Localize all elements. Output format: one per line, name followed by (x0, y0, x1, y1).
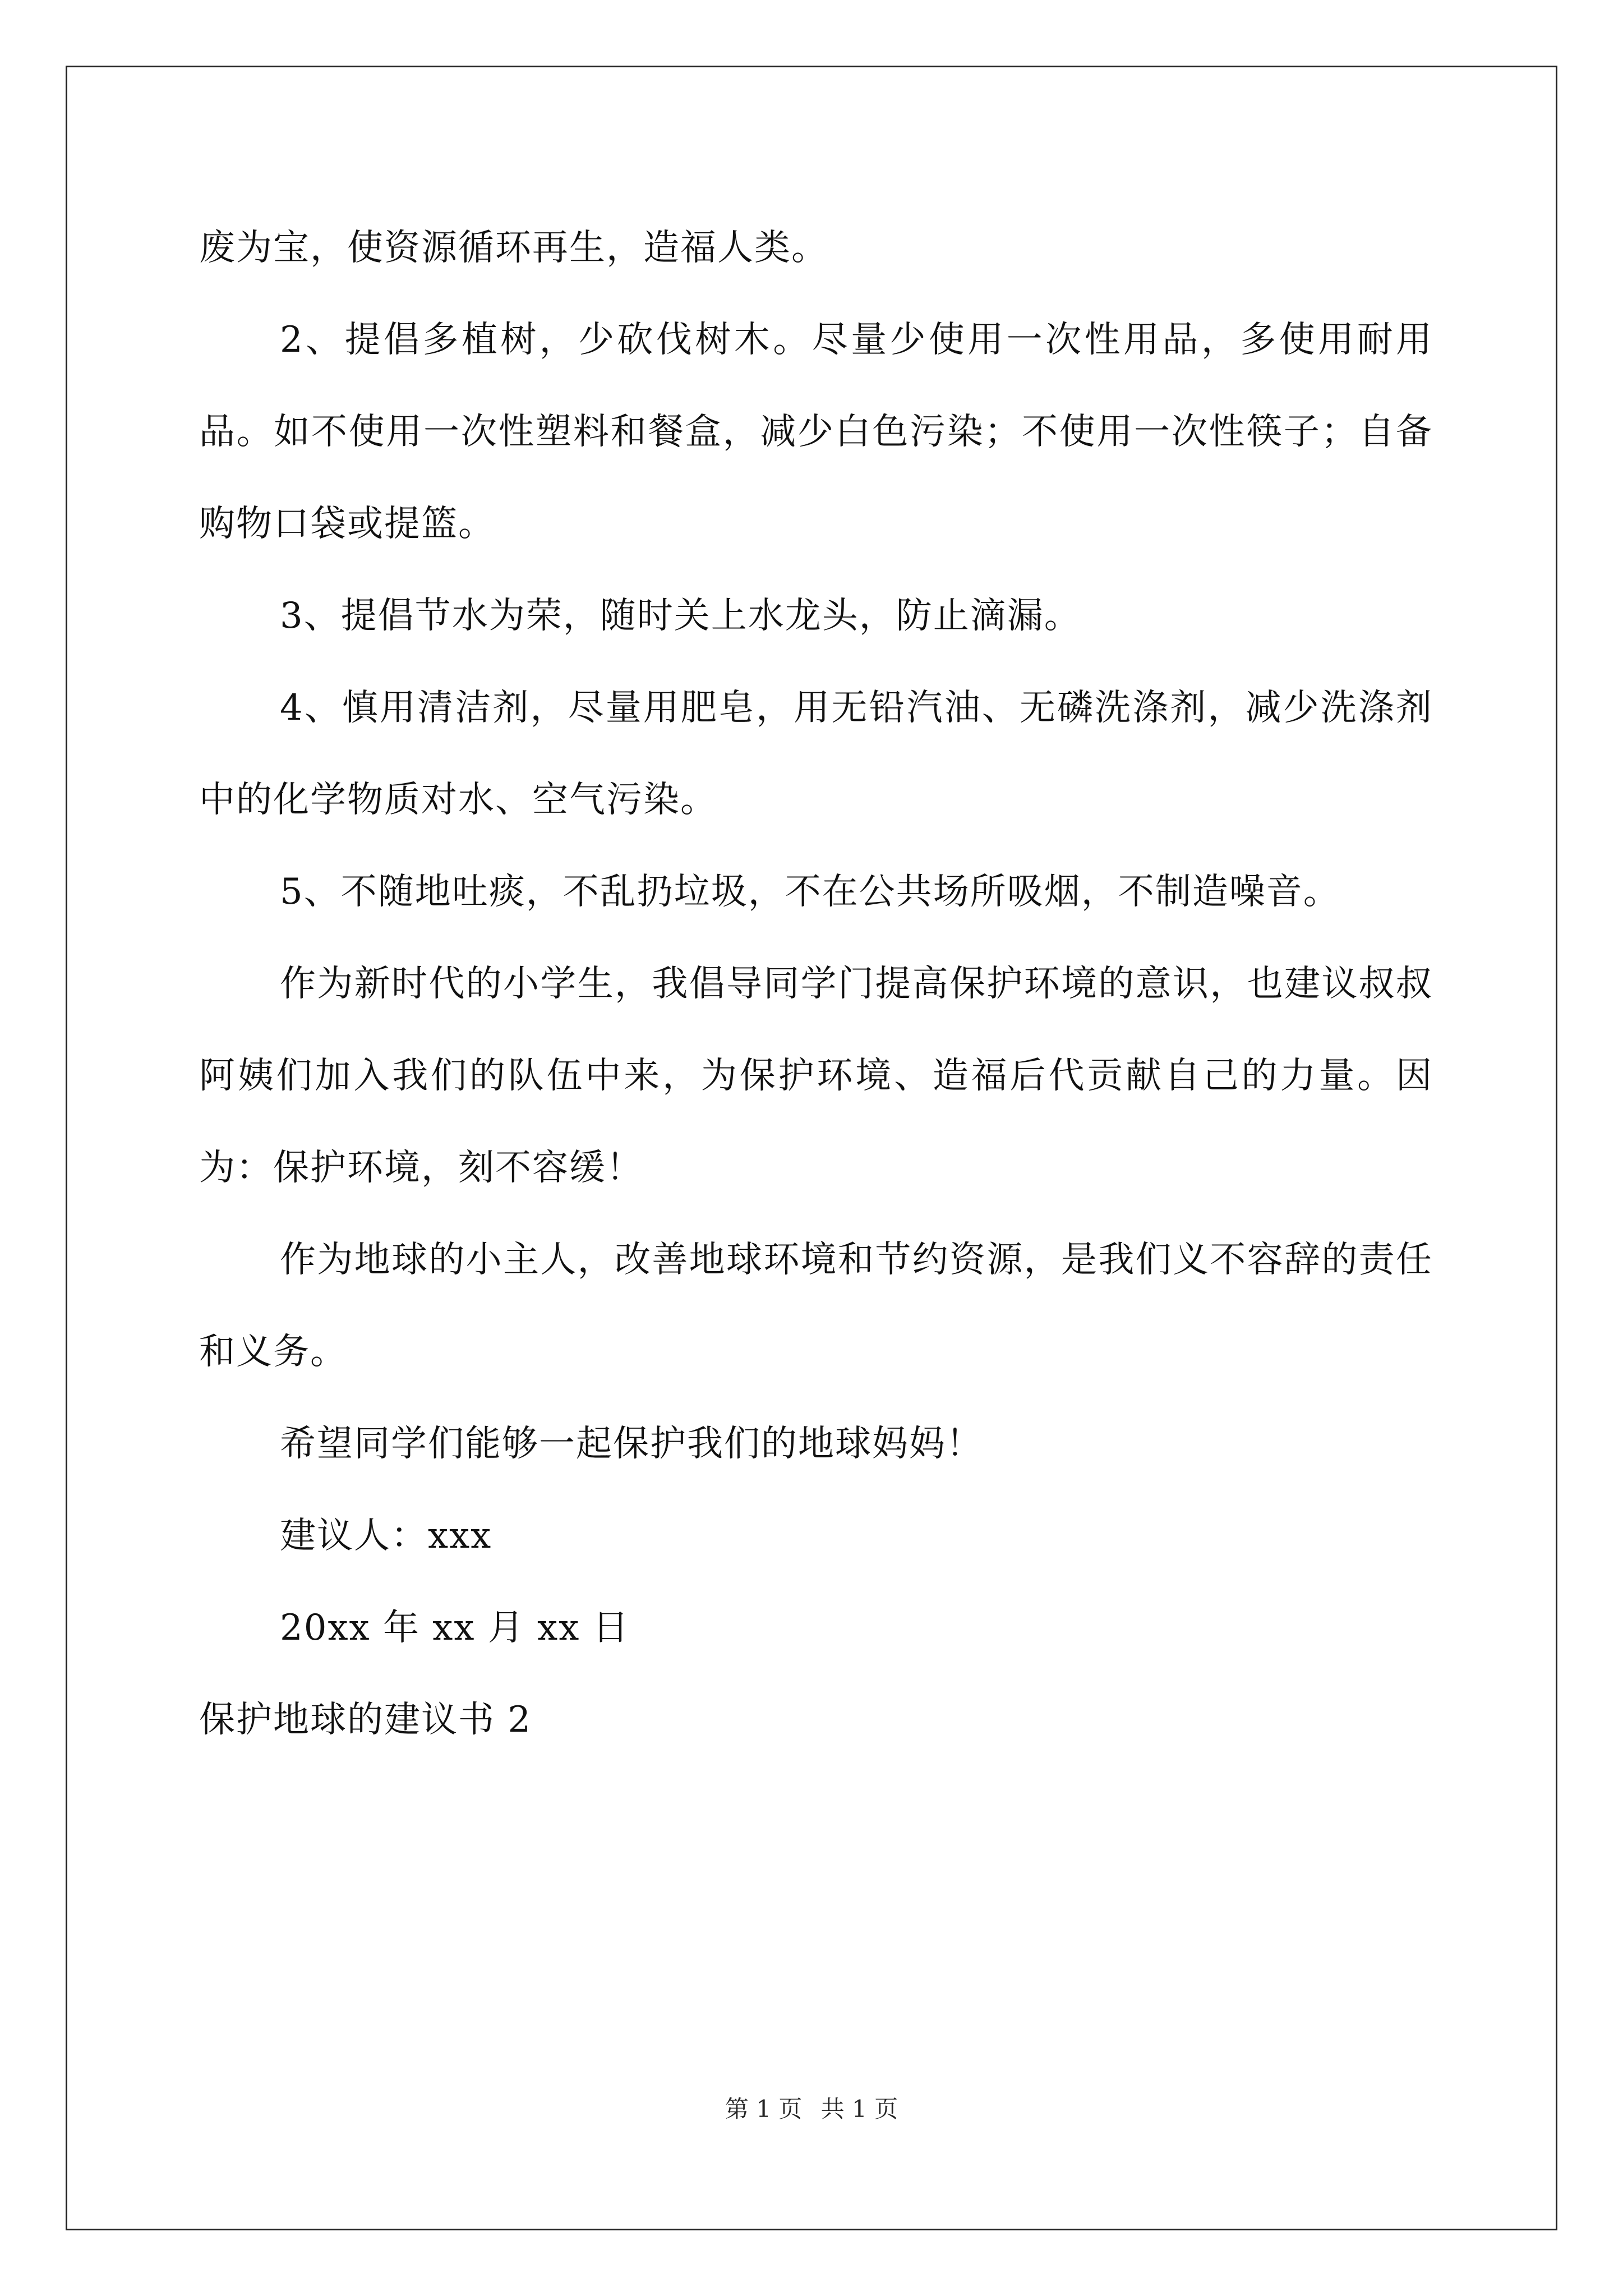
paragraph-continuation: 废为宝，使资源循环再生，造福人类。 (199, 227, 828, 269)
paragraph-item-5: 5、不随地吐痰，不乱扔垃圾，不在公共场所吸烟，不制造噪音。 (280, 871, 1340, 913)
page-total: 共 1 页 (820, 2095, 898, 2123)
document-body (199, 202, 1433, 1766)
page-number: 第 1 页 (725, 2095, 803, 2123)
paragraph-hope: 希望同学们能够一起保护我们的地球妈妈！ (280, 1423, 983, 1465)
page-footer (0, 2092, 1623, 2126)
section-heading: 保护地球的建议书 2 (199, 1699, 532, 1741)
paragraph-item-4: 4、慎用清洁剂，尽量用肥皂，用无铅汽油、无磷洗涤剂，减少洗涤剂中的化学物质对水、空气污染。 (199, 687, 1433, 821)
paragraph-responsibility: 作为地球的小主人，改善地球环境和节约资源，是我们义不容辞的责任和义务。 (199, 1239, 1433, 1373)
date-line: 20xx 年 xx 月 xx 日 (280, 1607, 630, 1649)
paragraph-item-2: 2、提倡多植树，少砍伐树木。尽量少使用一次性用品，多使用耐用品。如不使用一次性塑料和餐盒，减少白色污染；不使用一次性筷子；自备购物口袋或提篮。 (199, 319, 1433, 545)
paragraph-item-3: 3、提倡节水为荣，随时关上水龙头，防止滴漏。 (280, 595, 1081, 637)
paragraph-appeal: 作为新时代的小学生，我倡导同学门提高保护环境的意识，也建议叔叔阿姨们加入我们的队伍中来，为保护环境、造福后代贡献自己的力量。因为：保护环境，刻不容缓！ (199, 963, 1433, 1189)
signature-line: 建议人：xxx (280, 1515, 492, 1557)
